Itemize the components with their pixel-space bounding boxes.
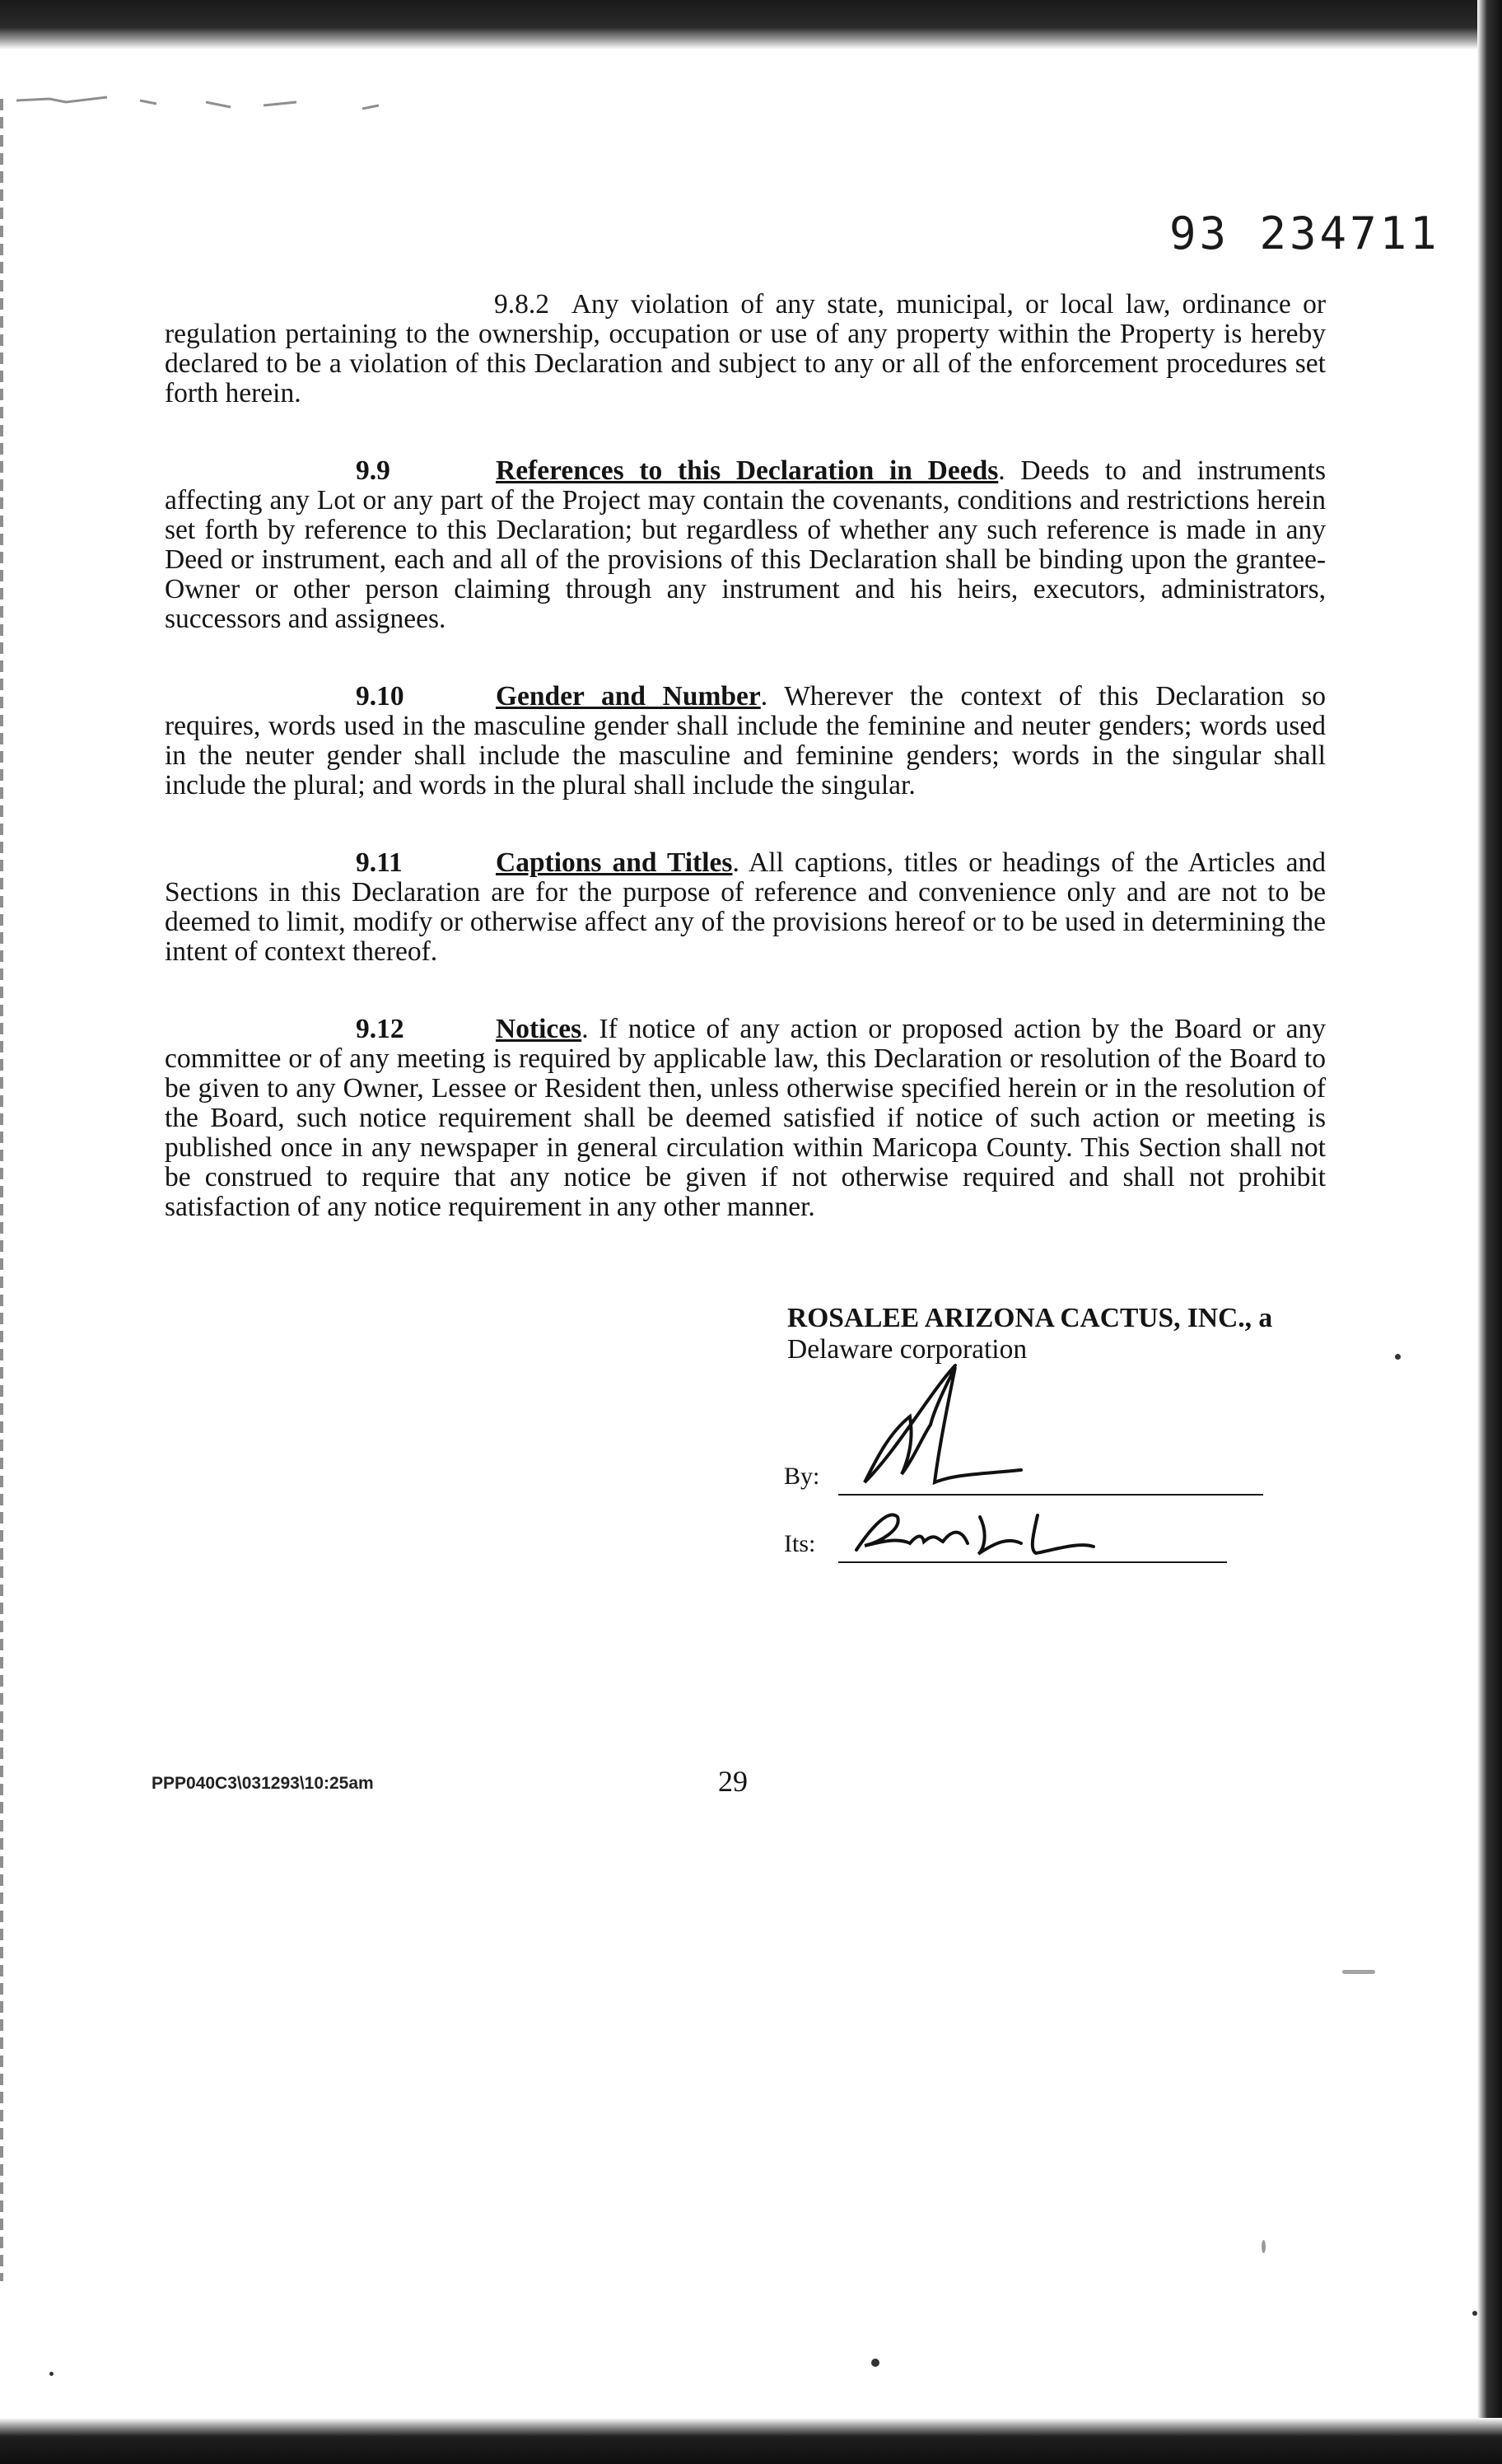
company-suffix: , a — [1244, 1303, 1273, 1333]
company-type: Delaware corporation — [787, 1334, 1028, 1365]
section-title: References to this Declaration in Deeds — [496, 455, 999, 486]
section-9-12: 9.12 Notices. If notice of any action or proposed action by the Board or any committee or of any meeting is required by applicable law, this Declaration or resolution of the Board to be given to any Owner, Lessee or Resident then, unless otherwise specified herein or in the resolution of the Board, such notice requirement shall be deemed satisfied if notice of such action or meeting is published once in any newspaper in general circulation within Maricopa County. This Section shall not be construed to require that any notice be given if not otherwise required and shall not prohibit satisfaction of any notice requirement in any other manner. — [165, 1014, 1327, 1222]
section-text: Wherever the context of this Declaration so requires, words used in the masculine gender shall include the feminine and neuter genders; words used in the neuter gender shall include the masculine and feminine genders; words in the singular shall include the plural; and words in the plural shall include the singular. — [165, 681, 1327, 800]
scan-speck — [1342, 1970, 1375, 1974]
section-title: Gender and Number — [496, 681, 761, 712]
section-number: 9.8.2 — [494, 289, 549, 320]
section-number: 9.12 — [356, 1014, 404, 1044]
scan-noise-marks — [16, 86, 412, 119]
section-number: 9.9 — [356, 455, 390, 486]
scan-speck — [49, 2372, 54, 2376]
section-number: 9.11 — [356, 847, 403, 878]
scan-border-top — [0, 0, 1502, 49]
section-text: All captions, titles or headings of the Articles and Sections in this Declaration are for the purpose of reference and convenience only and are not to be deemed to limit, modify or otherwise affect any of the provisions hereof or to be used in determining the intent of context thereof. — [165, 847, 1327, 967]
section-text: Deeds to and instruments affecting any Lot or any part of the Project may contain the covenants, conditions and restrictions herein set forth by reference to this Declaration; but regardless of whether any such reference is made in any Deed or instrument, each and all of the provisions of this Declaration shall be binding upon the grantee-Owner or other person claiming through any instrument and his heirs, executors, administrators, successors and assignees. — [165, 455, 1327, 634]
section-9-9: 9.9 References to this Declaration in Deeds. Deeds to and instruments affecting any Lot or any part of the Project may contain the covenants, conditions and restrictions herein set forth by reference to this Declaration; but regardless of whether any such reference is made in any Deed or instrument, each and all of the provisions of this Declaration shall be binding upon the grantee-Owner or other person claiming through any instrument and his heirs, executors, administrators, successors and assignees. — [165, 455, 1327, 634]
scan-speck — [871, 2359, 879, 2367]
section-9-11: 9.11 Captions and Titles. All captions, titles or headings of the Articles and Sections in this Declaration are for the purpose of reference and convenience only and are not to be deemed to limit, modify or otherwise affect any of the provisions hereof or to be used in determining the intent of context thereof. — [165, 847, 1327, 967]
scan-speck — [1262, 2240, 1266, 2253]
its-signature-rule — [838, 1561, 1227, 1563]
scan-speck — [1395, 1354, 1401, 1360]
section-9-10: 9.10 Gender and Number. Wherever the context of this Declaration so requires, words used in the masculine gender shall include the feminine and neuter genders; words used in the neuter gender shall include the masculine and feminine genders; words in the singular shall include the plural; and words in the plural shall include the singular. — [165, 681, 1327, 800]
document-body — [165, 290, 1326, 1270]
scan-border-left — [0, 99, 3, 2281]
scan-border-bottom — [0, 2418, 1502, 2464]
footer-file-code: PPP040C3\031293\10:25am — [152, 1774, 374, 1793]
company-name: ROSALEE ARIZONA CACTUS, INC. — [787, 1303, 1245, 1333]
signature-by-image — [832, 1359, 1046, 1499]
section-title: Notices — [496, 1014, 582, 1044]
scan-border-right — [1477, 0, 1502, 2464]
signature-block — [787, 1303, 1298, 1365]
company-name-line — [787, 1303, 1298, 1334]
by-label: By: — [784, 1463, 820, 1490]
section-number: 9.10 — [356, 681, 404, 712]
scan-speck — [1472, 2311, 1477, 2316]
page-number: 29 — [718, 1765, 748, 1798]
section-9-8-2 — [165, 290, 1326, 408]
recording-number: 93 234711 — [1169, 208, 1440, 259]
section-text: If notice of any action or proposed action by the Board or any committee or of any meeting is required by applicable law, this Declaration or resolution of the Board to be given to any Owner, Lessee or Resident then, unless otherwise specified herein or in the resolution of the Board, such notice requirement shall be deemed satisfied if notice of such action or meeting is published once in any newspaper in general circulation within Maricopa County. This Section shall not be construed to require that any notice be given if not otherwise required and shall not prohibit satisfaction of any notice requirement in any other manner. — [165, 1014, 1327, 1222]
signature-its-image — [832, 1492, 1103, 1566]
its-label: Its: — [784, 1530, 816, 1557]
section-text: Any violation of any state, municipal, or local law, ordinance or regulation pertaining to the ownership, occupation or use of any property within the Property is hereby declared to be a violation of this Declaration and subject to any or all of the enforcement procedures set forth herein. — [165, 289, 1326, 408]
section-title: Captions and Titles — [496, 847, 733, 878]
